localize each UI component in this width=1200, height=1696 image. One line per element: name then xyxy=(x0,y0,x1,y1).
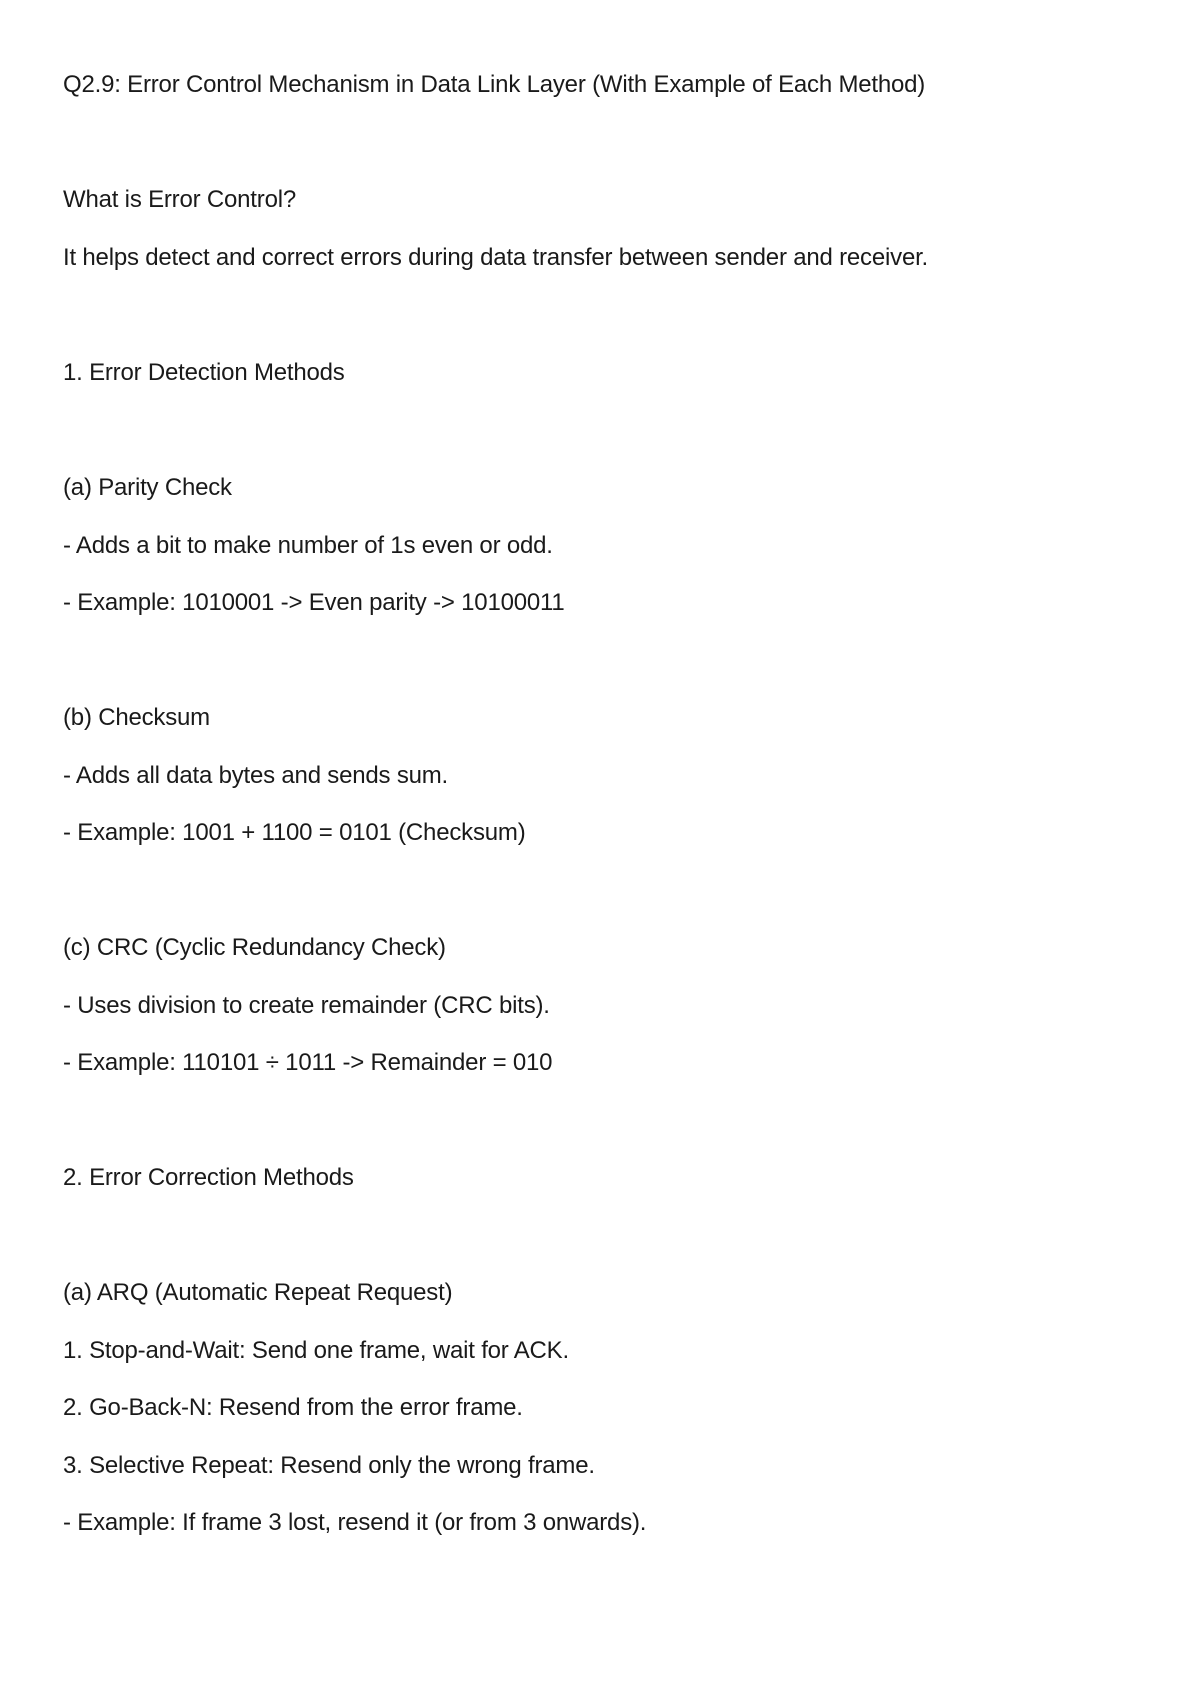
detection-heading: 1. Error Detection Methods xyxy=(63,359,345,386)
intro-heading: What is Error Control? xyxy=(63,186,296,213)
intro-text: It helps detect and correct errors during data transfer between sender and receiver. xyxy=(63,244,929,271)
checksum-example: - Example: 1001 + 1100 = 0101 (Checksum) xyxy=(63,819,526,846)
crc-desc: - Uses division to create remainder (CRC bits). xyxy=(63,992,550,1019)
parity-heading: (a) Parity Check xyxy=(63,474,232,501)
checksum-desc: - Adds all data bytes and sends sum. xyxy=(63,762,449,789)
arq-heading: (a) ARQ (Automatic Repeat Request) xyxy=(63,1279,453,1306)
crc-example: - Example: 110101 ÷ 1011 -> Remainder = 010 xyxy=(63,1049,553,1076)
arq-item-stop-and-wait: 1. Stop-and-Wait: Send one frame, wait for ACK. xyxy=(63,1337,569,1364)
checksum-heading: (b) Checksum xyxy=(63,704,210,731)
parity-desc: - Adds a bit to make number of 1s even or odd. xyxy=(63,532,553,559)
crc-heading: (c) CRC (Cyclic Redundancy Check) xyxy=(63,934,446,961)
arq-item-selective-repeat: 3. Selective Repeat: Resend only the wrong frame. xyxy=(63,1452,595,1479)
document-title: Q2.9: Error Control Mechanism in Data Link Layer (With Example of Each Method) xyxy=(63,71,926,98)
correction-heading: 2. Error Correction Methods xyxy=(63,1164,354,1191)
arq-item-go-back-n: 2. Go-Back-N: Resend from the error frame. xyxy=(63,1394,523,1421)
parity-example: - Example: 1010001 -> Even parity -> 10100011 xyxy=(63,589,565,616)
arq-example: - Example: If frame 3 lost, resend it (or from 3 onwards). xyxy=(63,1509,647,1536)
